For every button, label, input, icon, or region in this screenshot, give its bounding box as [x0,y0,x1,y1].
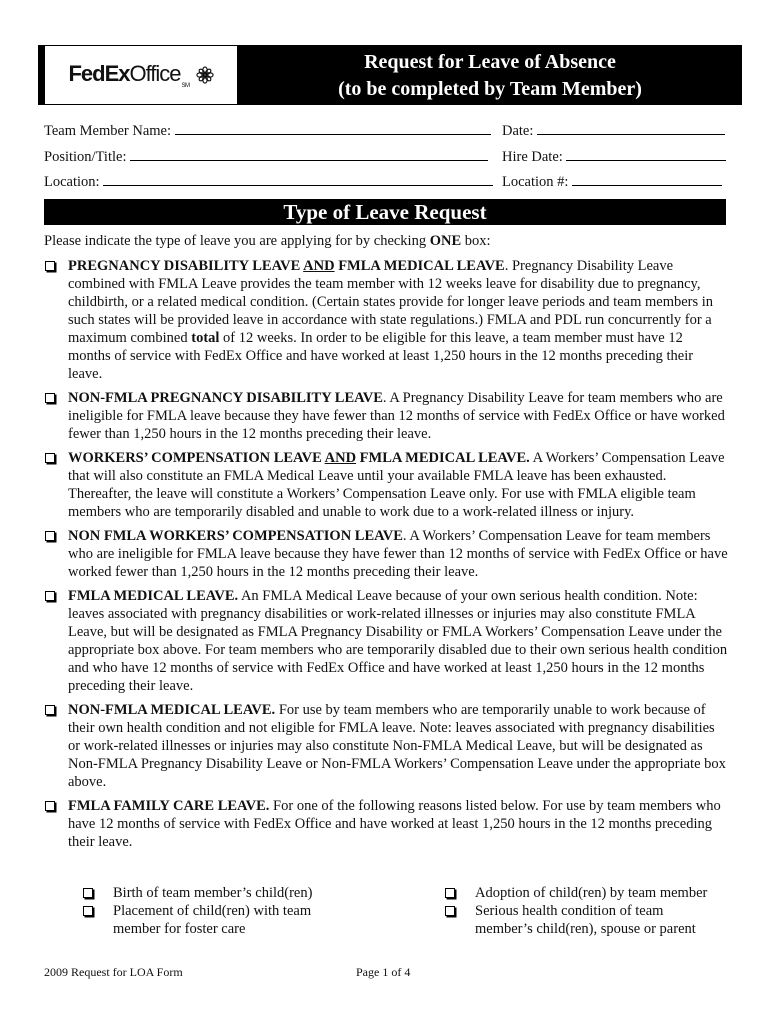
form-title-line1: Request for Leave of Absence [364,51,616,73]
checkbox[interactable] [83,888,93,898]
footer-page-number: Page 1 of 4 [356,965,411,979]
position-title-label: Position/Title: [44,149,127,165]
checkbox[interactable] [45,261,55,271]
date-label: Date: [502,123,534,139]
date-field[interactable] [537,122,725,135]
form-title-line2: (to be completed by Team Member) [338,78,642,100]
checkbox[interactable] [83,906,93,916]
form-title [238,45,742,105]
location-number-label: Location #: [502,174,569,190]
section-title: Type of Leave Request [44,199,726,225]
list-item: NON FMLA WORKERS’ COMPENSATION LEAVE. A Workers’ Compensation Leave for team members who are ineligible for FMLA leave because they have fewer than 12 months of service with FedEx Office or have worked fewer than 1,250 hours in the 12 months preceding their leave. [44,527,728,581]
sub-option: Birth of team member’s child(ren) [80,884,363,902]
checkbox[interactable] [45,453,55,463]
checkbox[interactable] [45,591,55,601]
leave-type-list [44,257,728,857]
list-item: PREGNANCY DISABILITY LEAVE AND FMLA MEDICAL LEAVE. Pregnancy Disability Leave combined with FMLA Leave provides the team member with 12 weeks leave for disability due to pregnancy, childbirth, or a related medical condition. (Certain states provide for longer leave periods and team members in such states will be provided leave in accordance with state regulations.) FMLA and PDL run concurrently for a maximum combined total of 12 weeks. In order to be eligible for this leave, a team member must have 12 months of service with FedEx Office and have worked at least 1,250 hours in the 12 months preceding their leave. [44,257,728,383]
field-row-location [44,173,744,191]
sub-option: Adoption of child(ren) by team member [442,884,725,902]
checkbox[interactable] [45,705,55,715]
list-item: NON-FMLA MEDICAL LEAVE. For use by team members who are temporarily unable to work because of their own health condition and not eligible for FMLA leave. Note: leaves associated with pregnancy disabilities or work-related illnesses or injuries may also constitute Non-FMLA Medical Leave, but will be designated as Non-FMLA Pregnancy Disability Leave or Non-FMLA Workers’ Compensation Leave under the appropriate box above. [44,701,728,791]
fedex-office-logo [38,45,238,105]
checkbox[interactable] [45,393,55,403]
team-member-name-label: Team Member Name: [44,123,172,139]
position-title-field[interactable] [130,148,488,161]
checkbox[interactable] [45,531,55,541]
footer-form-name: 2009 Request for LOA Form [44,965,183,979]
list-item: NON-FMLA PREGNANCY DISABILITY LEAVE. A Pregnancy Disability Leave for team members who are ineligible for FMLA leave because they have fewer than 12 months of service with FedEx Office or have worked fewer than 1,250 hours in the 12 months preceding their leave. [44,389,728,443]
team-member-name-field[interactable] [175,122,491,135]
sub-option: Placement of child(ren) with team member for foster care [80,902,338,938]
logo-wordmark: FedExOffice$_{SM}$ [68,61,190,89]
sub-option: Serious health condition of team member’s child(ren), spouse or parent [442,902,713,938]
list-item: FMLA FAMILY CARE LEAVE. For one of the following reasons listed below. For use by team members who have 12 months of service with FedEx Office and have worked at least 1,250 hours in the 12 months preceding their leave. [44,797,728,851]
list-item: WORKERS’ COMPENSATION LEAVE AND FMLA MEDICAL LEAVE. A Workers’ Compensation Leave that will also constitute an FMLA Medical Leave until your available FMLA leave has been exhausted. Thereafter, the leave will constitute a Workers’ Compensation Leave only. For use with FMLA eligible team members who are temporarily disabled and unable to work due to a work-related illness or injury. [44,449,728,521]
intro-text: Please indicate the type of leave you are applying for by checking ONE box: [44,233,491,249]
hire-date-field[interactable] [566,148,726,161]
location-label: Location: [44,174,100,190]
location-number-field[interactable] [572,173,722,186]
location-field[interactable] [103,173,493,186]
checkbox[interactable] [445,888,455,898]
fedex-flower-icon [196,66,214,84]
checkbox[interactable] [445,906,455,916]
checkbox[interactable] [45,801,55,811]
field-row-position [44,148,744,166]
field-row-name [44,122,744,140]
list-item: FMLA MEDICAL LEAVE. An FMLA Medical Leave because of your own serious health condition. Note: leaves associated with pregnancy disabilities or work-related illnesses or injuries may also constitute FMLA Leave, but will be designated as FMLA Pregnancy Disability or FMLA Workers’ Compensation Leave under the appropriate box above. For team members who are temporarily disabled due to their own serious health condition and who have 12 months of service with FedEx Office and have worked at least 1,250 hours in the 12 months preceding their leave. [44,587,728,695]
hire-date-label: Hire Date: [502,149,563,165]
